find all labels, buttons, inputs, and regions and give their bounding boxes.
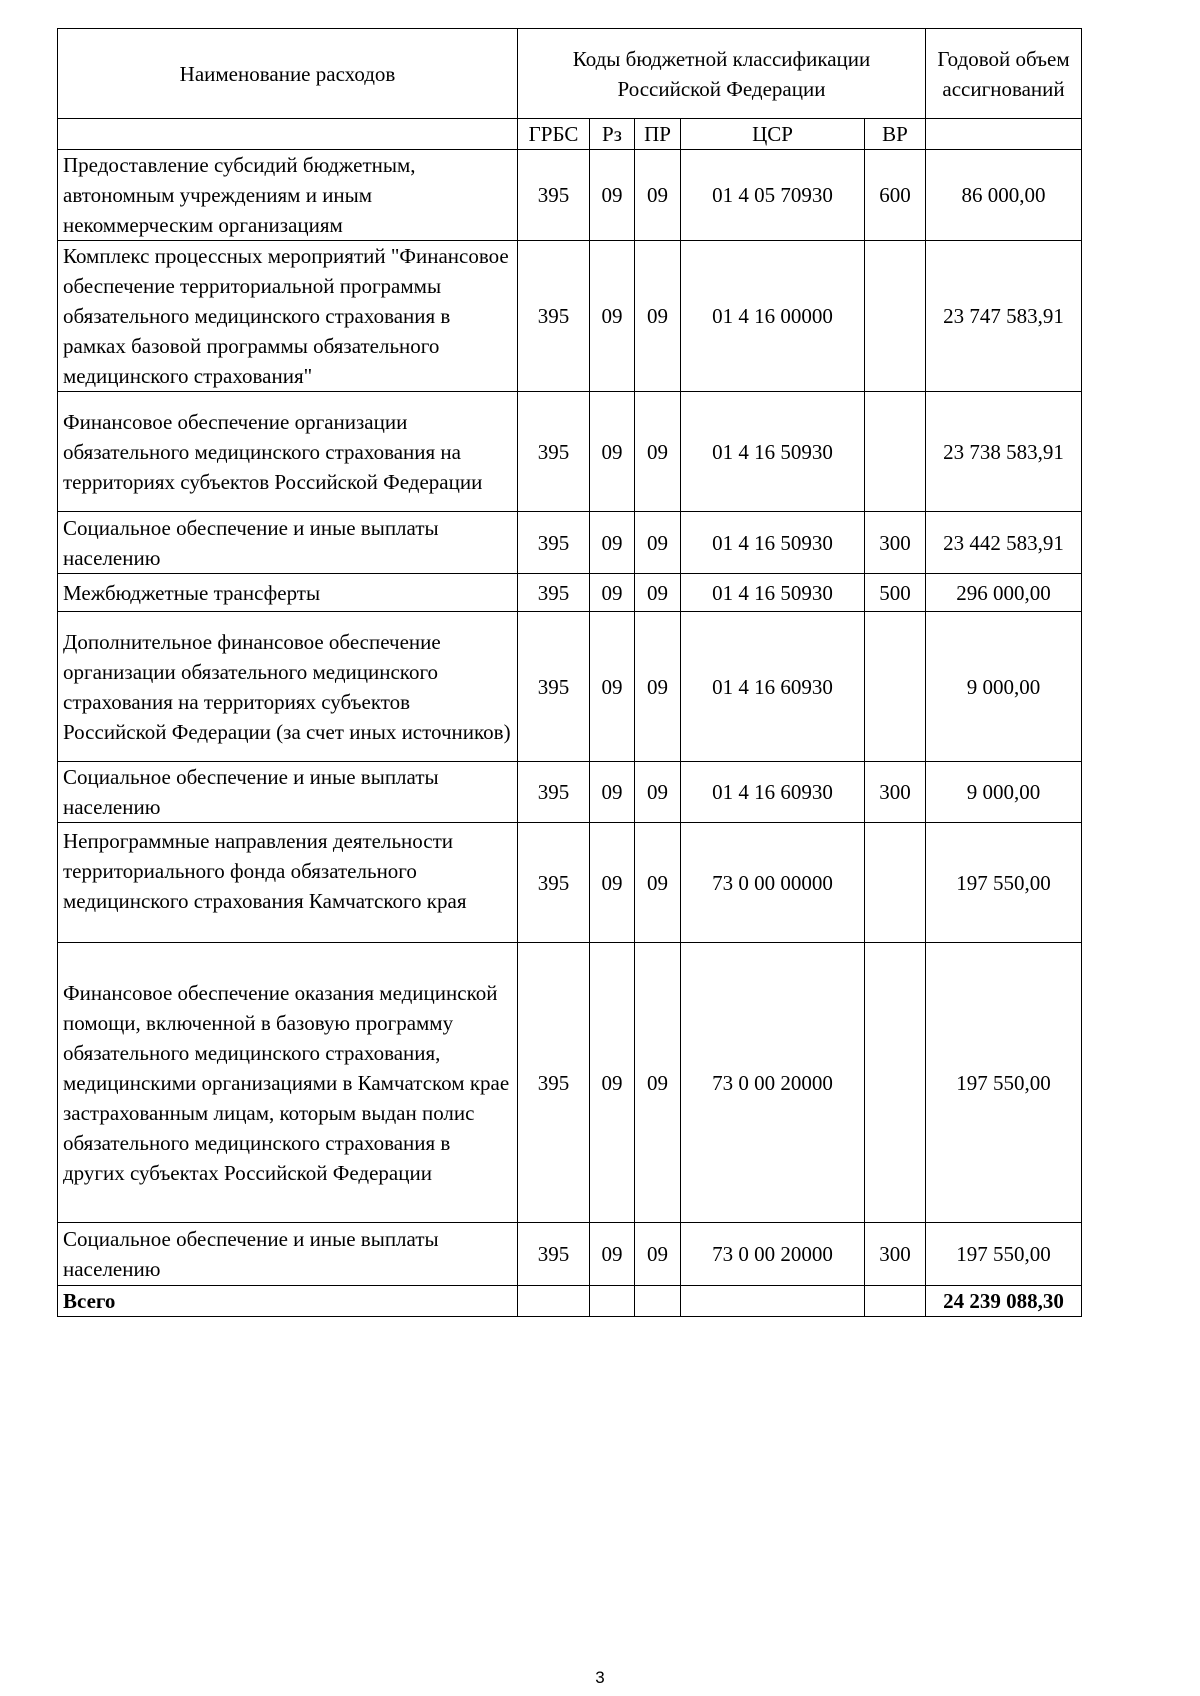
- table-row: [58, 241, 1082, 392]
- total-empty-grbs: [518, 1286, 590, 1317]
- row-vr: 600: [865, 150, 926, 241]
- total-row: [58, 1286, 1082, 1317]
- row-grbs: 395: [518, 392, 590, 512]
- row-grbs: 395: [518, 574, 590, 612]
- row-amount: 23 738 583,91: [926, 392, 1082, 512]
- table-row: [58, 574, 1082, 612]
- row-pr: 09: [635, 943, 681, 1223]
- row-csr: 73 0 00 20000: [681, 1223, 865, 1286]
- total-empty-vr: [865, 1286, 926, 1317]
- row-pr: 09: [635, 150, 681, 241]
- row-pr: 09: [635, 762, 681, 823]
- row-csr: 01 4 16 00000: [681, 241, 865, 392]
- row-amount: 9 000,00: [926, 612, 1082, 762]
- row-amount: 9 000,00: [926, 762, 1082, 823]
- row-vr: 300: [865, 512, 926, 574]
- row-amount: 197 550,00: [926, 823, 1082, 943]
- row-name: Социальное обеспечение и иные выплаты населению: [58, 512, 518, 574]
- row-rz: 09: [590, 762, 635, 823]
- total-empty-pr: [635, 1286, 681, 1317]
- row-amount: 197 550,00: [926, 1223, 1082, 1286]
- row-name: Социальное обеспечение и иные выплаты населению: [58, 1223, 518, 1286]
- header-row: [58, 29, 1082, 119]
- subheader-vr: ВР: [865, 119, 926, 150]
- row-pr: 09: [635, 241, 681, 392]
- row-name: Комплекс процессных мероприятий "Финансовое обеспечение территориальной программы обязательного медицинского страхования в рамках базовой программы обязательного медицинского страхования": [58, 241, 518, 392]
- row-rz: 09: [590, 241, 635, 392]
- header-name: Наименование расходов: [58, 29, 518, 119]
- row-name: Финансовое обеспечение организации обязательного медицинского страхования на территориях субъектов Российской Федерации: [58, 392, 518, 512]
- table-row: [58, 1223, 1082, 1286]
- row-rz: 09: [590, 574, 635, 612]
- row-amount: 23 442 583,91: [926, 512, 1082, 574]
- total-empty-rz: [590, 1286, 635, 1317]
- row-amount: 23 747 583,91: [926, 241, 1082, 392]
- subheader-grbs: ГРБС: [518, 119, 590, 150]
- row-pr: 09: [635, 512, 681, 574]
- row-pr: 09: [635, 392, 681, 512]
- subheader-row: [58, 119, 1082, 150]
- row-name: Непрограммные направления деятельности территориального фонда обязательного медицинского страхования Камчатского края: [58, 823, 518, 943]
- subheader-rz: Рз: [590, 119, 635, 150]
- row-grbs: 395: [518, 943, 590, 1223]
- row-pr: 09: [635, 612, 681, 762]
- row-grbs: 395: [518, 150, 590, 241]
- row-rz: 09: [590, 512, 635, 574]
- row-csr: 73 0 00 20000: [681, 943, 865, 1223]
- subheader-empty: [58, 119, 518, 150]
- row-rz: 09: [590, 823, 635, 943]
- row-grbs: 395: [518, 762, 590, 823]
- row-rz: 09: [590, 612, 635, 762]
- table-row: [58, 392, 1082, 512]
- row-csr: 01 4 16 50930: [681, 512, 865, 574]
- row-amount: 296 000,00: [926, 574, 1082, 612]
- row-rz: 09: [590, 150, 635, 241]
- row-vr: [865, 823, 926, 943]
- row-rz: 09: [590, 1223, 635, 1286]
- row-amount: 197 550,00: [926, 943, 1082, 1223]
- table-row: [58, 612, 1082, 762]
- row-vr: [865, 612, 926, 762]
- table-row: [58, 150, 1082, 241]
- page-number: 3: [595, 1668, 605, 1687]
- subheader-pr: ПР: [635, 119, 681, 150]
- row-grbs: 395: [518, 612, 590, 762]
- row-pr: 09: [635, 823, 681, 943]
- table-row: [58, 512, 1082, 574]
- row-pr: 09: [635, 574, 681, 612]
- row-csr: 01 4 16 50930: [681, 574, 865, 612]
- row-name: Финансовое обеспечение оказания медицинской помощи, включенной в базовую программу обязательного медицинского страхования, медицинскими организациями в Камчатском крае застрахованным лицам, которым выдан полис обязательного медицинского страхования в других субъектах Российской Федерации: [58, 943, 518, 1223]
- subheader-csr: ЦСР: [681, 119, 865, 150]
- total-empty-csr: [681, 1286, 865, 1317]
- row-vr: 300: [865, 1223, 926, 1286]
- row-grbs: 395: [518, 1223, 590, 1286]
- row-csr: 01 4 16 60930: [681, 612, 865, 762]
- row-vr: 300: [865, 762, 926, 823]
- row-grbs: 395: [518, 823, 590, 943]
- table-row: [58, 762, 1082, 823]
- row-vr: [865, 392, 926, 512]
- subheader-amount-empty: [926, 119, 1082, 150]
- header-amount: Годовой объем ассигнований: [926, 29, 1082, 119]
- row-name: Предоставление субсидий бюджетным, автономным учреждениям и иным некоммерческим организациям: [58, 150, 518, 241]
- row-grbs: 395: [518, 512, 590, 574]
- row-vr: 500: [865, 574, 926, 612]
- row-csr: 01 4 05 70930: [681, 150, 865, 241]
- row-csr: 01 4 16 60930: [681, 762, 865, 823]
- row-amount: 86 000,00: [926, 150, 1082, 241]
- row-vr: [865, 241, 926, 392]
- row-csr: 01 4 16 50930: [681, 392, 865, 512]
- total-amount: 24 239 088,30: [926, 1286, 1082, 1317]
- row-rz: 09: [590, 943, 635, 1223]
- table-row: [58, 823, 1082, 943]
- row-rz: 09: [590, 392, 635, 512]
- row-name: Межбюджетные трансферты: [58, 574, 518, 612]
- row-name: Дополнительное финансовое обеспечение организации обязательного медицинского страхования на территориях субъектов Российской Федерации (за счет иных источников): [58, 612, 518, 762]
- row-grbs: 395: [518, 241, 590, 392]
- row-csr: 73 0 00 00000: [681, 823, 865, 943]
- row-name: Социальное обеспечение и иные выплаты населению: [58, 762, 518, 823]
- budget-table: [57, 28, 1082, 1317]
- header-codes: Коды бюджетной классификации Российской Федерации: [518, 29, 926, 119]
- table-row: [58, 943, 1082, 1223]
- row-vr: [865, 943, 926, 1223]
- total-label: Всего: [58, 1286, 518, 1317]
- row-pr: 09: [635, 1223, 681, 1286]
